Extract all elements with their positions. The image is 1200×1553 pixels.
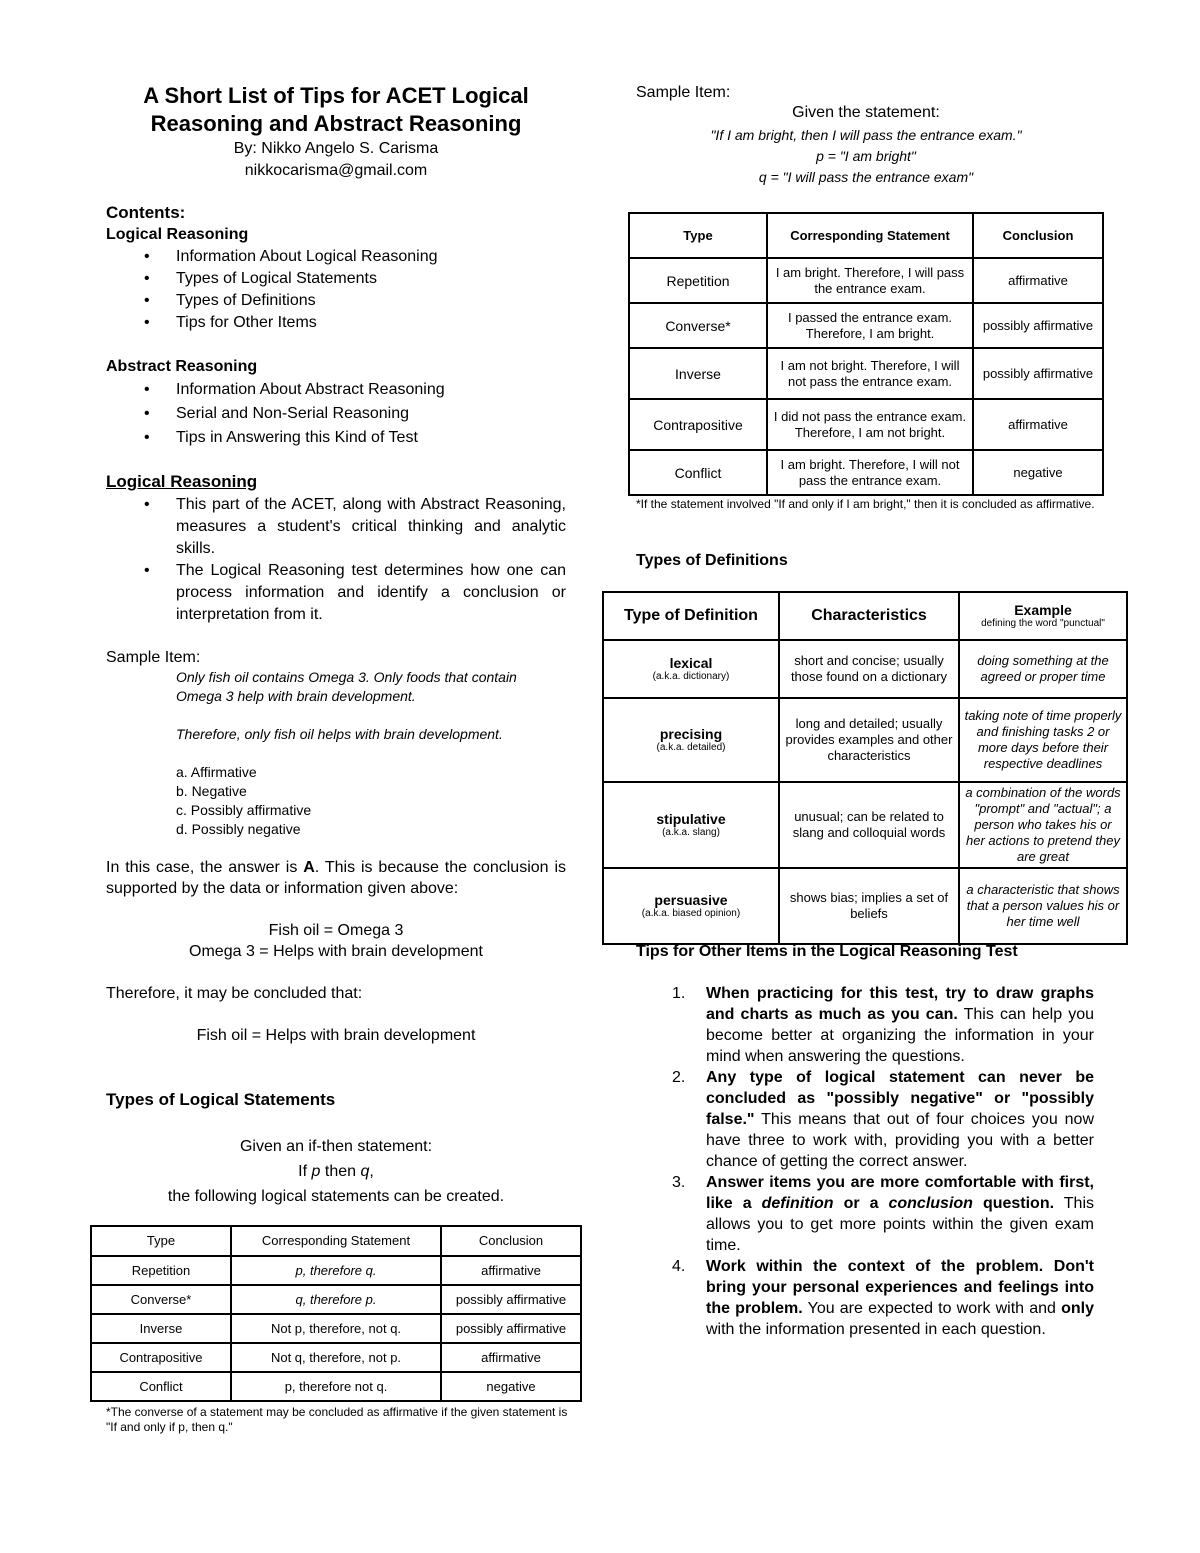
cell-statement: I did not pass the entrance exam. Therefore, I am not bright. (767, 399, 973, 450)
table-row (603, 640, 1127, 698)
table-header-row (603, 592, 1127, 640)
therefore-text: Therefore, it may be concluded that: (106, 985, 363, 1002)
list-item: • This part of the ACET, along with Abstract Reasoning, measures a student's critical thinking and analytic skills. (106, 494, 566, 560)
cell-example: doing something at the agreed or proper time (959, 640, 1127, 698)
cell-characteristics: shows bias; implies a set of beliefs (779, 868, 959, 944)
cell-statement: I am bright. Therefore, I will not pass the entrance exam. (767, 450, 973, 495)
answer-letter: A (303, 859, 315, 876)
tip-number: 4. (672, 1258, 686, 1275)
intro-q: q (360, 1163, 370, 1180)
intro-line-3: the following logical statements can be created. (167, 1188, 505, 1205)
def-aka: (a.k.a. slang) (662, 827, 720, 838)
sample-premise: Only fish oil contains Omega 3. Only foods that contain Omega 3 help with brain development. (176, 669, 517, 704)
th-example-label: Example (1014, 602, 1072, 618)
intro-line-2 (90, 1159, 582, 1184)
th-statement: Corresponding Statement (767, 213, 973, 258)
def-aka: (a.k.a. biased opinion) (641, 908, 741, 919)
document-title (90, 82, 582, 138)
th-conclusion: Conclusion (973, 213, 1103, 258)
intro-if: If (298, 1163, 312, 1180)
list-item: • Tips for Other Items (106, 312, 576, 334)
cell-type: Repetition (629, 258, 767, 303)
table-row (603, 782, 1127, 868)
eq2: Omega 3 = Helps with brain development (189, 943, 483, 960)
statements-table (90, 1225, 582, 1402)
cell-statement: I am bright. Therefore, I will pass the entrance exam. (767, 258, 973, 303)
tip-bold-italic-2: conclusion (888, 1195, 973, 1212)
logical-bullets (106, 494, 566, 626)
th-example (959, 592, 1127, 640)
statements-heading: Types of Logical Statements (106, 1090, 336, 1109)
tips-heading: Tips for Other Items in the Logical Reasoning Test (636, 943, 1018, 960)
table-row (91, 1372, 581, 1401)
cell-example: taking note of time properly and finishing tasks 2 or more days before their respective deadlines (959, 698, 1127, 782)
sample-label: Sample Item: (106, 649, 201, 666)
right-sample-footnote: *If the statement involved "If and only if I am bright," then it is concluded as affirmative. (636, 497, 1095, 511)
cell-statement: p, therefore q. (231, 1256, 441, 1285)
cell-type: Contrapositive (91, 1343, 231, 1372)
choice-c: c. Possibly affirmative (176, 802, 312, 818)
logical-section (106, 471, 566, 1046)
cell-example: a combination of the words "prompt" and "actual"; a person who takes his or her actions to pretend they are great (959, 782, 1127, 868)
cell-type: Converse* (629, 303, 767, 348)
th-statement: Corresponding Statement (231, 1226, 441, 1256)
contents-abstract-heading: Abstract Reasoning (106, 358, 258, 375)
tip-bold: Work within the context of the problem. Don't bring your personal experiences and feelings into the problem. (706, 1258, 1094, 1317)
choice-d: d. Possibly negative (176, 821, 301, 837)
list-item (636, 1256, 1094, 1340)
right-given: Given the statement: (792, 104, 940, 121)
table-row (91, 1314, 581, 1343)
list-item: • Serial and Non-Serial Reasoning (106, 402, 576, 426)
th-example-sub: defining the word "punctual" (981, 618, 1105, 629)
tip-rest-c: with the information presented in each question. (706, 1321, 1046, 1338)
th-type: Type of Definition (603, 592, 779, 640)
statements-section (106, 1089, 576, 1111)
right-sample-table (628, 212, 1104, 496)
statements-footnote: *The converse of a statement may be concluded as affirmative if the given statement is "If and only if p, then q." (106, 1405, 568, 1434)
right-p-def: p = "I am bright" (816, 148, 916, 164)
cell-conclusion: affirmative (973, 258, 1103, 303)
table-row (603, 698, 1127, 782)
intro-line-1: Given an if-then statement: (239, 1138, 433, 1155)
th-type: Type (91, 1226, 231, 1256)
choice-b: b. Negative (176, 783, 247, 799)
cell-conclusion: possibly affirmative (441, 1314, 581, 1343)
cell-example: a characteristic that shows that a person values his or her time well (959, 868, 1127, 944)
sample-item (106, 668, 566, 839)
cell-statement: q, therefore p. (231, 1285, 441, 1314)
contents-section (106, 202, 576, 450)
tip-bold: When practicing for this test, try to draw graphs and charts as much as you can. (706, 985, 1094, 1023)
statements-intro (90, 1134, 582, 1209)
cell-characteristics: short and concise; usually those found on a dictionary (779, 640, 959, 698)
contents-logical-heading: Logical Reasoning (106, 226, 249, 243)
choices (176, 763, 566, 839)
tips-list (636, 983, 1094, 1340)
choice-a: a. Affirmative (176, 764, 257, 780)
answer-pre: In this case, the answer is (106, 859, 304, 876)
list-item: • Information About Logical Reasoning (106, 246, 576, 268)
contents-logical-list (106, 246, 576, 334)
definitions-table (602, 591, 1128, 945)
th-characteristics: Characteristics (779, 592, 959, 640)
cell-type: Conflict (629, 450, 767, 495)
table-header-row (629, 213, 1103, 258)
contents-abstract-list (106, 378, 576, 450)
logical-heading: Logical Reasoning (106, 472, 258, 491)
list-item: • Tips in Answering this Kind of Test (106, 426, 576, 450)
eq1: Fish oil = Omega 3 (268, 922, 404, 939)
cell-type: Contrapositive (629, 399, 767, 450)
def-type: stipulative (656, 811, 726, 827)
cell-conclusion: affirmative (973, 399, 1103, 450)
cell-statement: I am not bright. Therefore, I will not pass the entrance exam. (767, 348, 973, 399)
th-type: Type (629, 213, 767, 258)
cell-conclusion: possibly affirmative (441, 1285, 581, 1314)
cell-type: Conflict (91, 1372, 231, 1401)
def-type: lexical (669, 655, 713, 671)
answer-post: . This is because the conclusion is supported by the data or information given above: (106, 859, 567, 897)
list-item: • Types of Definitions (106, 290, 576, 312)
table-row (603, 868, 1127, 944)
right-sample-label: Sample Item: (636, 84, 731, 101)
cell-type: Repetition (91, 1256, 231, 1285)
contents-heading: Contents: (106, 203, 186, 222)
table-row (629, 450, 1103, 495)
cell-statement: Not q, therefore, not p. (231, 1343, 441, 1372)
cell-statement: I passed the entrance exam. Therefore, I am bright. (767, 303, 973, 348)
def-aka: (a.k.a. dictionary) (652, 671, 730, 682)
intro-then: then (320, 1163, 361, 1180)
list-item: • Types of Logical Statements (106, 268, 576, 290)
byline (90, 138, 582, 182)
cell-conclusion: possibly affirmative (973, 348, 1103, 399)
table-row (629, 348, 1103, 399)
tip-bold-mid: or a (833, 1195, 889, 1212)
definitions-heading: Types of Definitions (636, 552, 788, 569)
tip-bold: Any type of logical statement can never be concluded as "possibly negative" or "possibly false." (706, 1069, 1094, 1128)
cell-statement: p, therefore not q. (231, 1372, 441, 1401)
table-row (629, 399, 1103, 450)
list-item (636, 1172, 1094, 1256)
title-line-2: Reasoning and Abstract Reasoning (150, 111, 522, 136)
def-type: persuasive (654, 892, 728, 908)
author-name: By: Nikko Angelo S. Carisma (233, 140, 439, 157)
list-item (636, 1067, 1094, 1172)
table-row (91, 1256, 581, 1285)
tip-number: 1. (672, 985, 686, 1002)
tip-rest: This can help you become better at organizing the information in your mind when answering the questions. (706, 1006, 1094, 1065)
tip-rest-a: You are expected to work with and (802, 1300, 1062, 1317)
cell-type: Inverse (629, 348, 767, 399)
list-item: • Information About Abstract Reasoning (106, 378, 576, 402)
intro-comma: , (369, 1163, 374, 1180)
cell-type: Converse* (91, 1285, 231, 1314)
right-q-def: q = "I will pass the entrance exam" (758, 169, 974, 185)
cell-conclusion: negative (973, 450, 1103, 495)
intro-p: p (311, 1163, 321, 1180)
cell-type: Inverse (91, 1314, 231, 1343)
tip-rest-bold: only (1061, 1300, 1094, 1317)
cell-conclusion: possibly affirmative (973, 303, 1103, 348)
title-line-1: A Short List of Tips for ACET Logical (143, 83, 529, 108)
cell-characteristics: unusual; can be related to slang and colloquial words (779, 782, 959, 868)
sample-conclusion: Therefore, only fish oil helps with brain development. (176, 726, 503, 742)
cell-conclusion: affirmative (441, 1343, 581, 1372)
cell-statement: Not p, therefore, not q. (231, 1314, 441, 1343)
cell-type (603, 868, 779, 944)
answer-paragraph (106, 857, 566, 899)
table-row (629, 303, 1103, 348)
eq3: Fish oil = Helps with brain development (196, 1027, 476, 1044)
table-row (629, 258, 1103, 303)
def-aka: (a.k.a. detailed) (656, 742, 726, 753)
cell-conclusion: affirmative (441, 1256, 581, 1285)
tip-rest: This allows you to get more points within the given exam time. (706, 1195, 1095, 1254)
tip-number: 2. (672, 1069, 686, 1086)
tip-bold-end: question. (972, 1195, 1055, 1212)
list-item (636, 983, 1094, 1067)
right-statement: "If I am bright, then I will pass the entrance exam." (710, 127, 1022, 143)
table-row (91, 1343, 581, 1372)
th-conclusion: Conclusion (441, 1226, 581, 1256)
cell-type (603, 640, 779, 698)
right-sample-block (628, 102, 1104, 188)
cell-characteristics: long and detailed; usually provides examples and other characteristics (779, 698, 959, 782)
tip-bold-italic-1: definition (761, 1195, 834, 1212)
list-item: • The Logical Reasoning test determines how one can process information and identify a conclusion or interpretation from it. (106, 560, 566, 626)
tip-bold: Answer items you are more comfortable with first, like a (706, 1174, 1094, 1212)
author-email: nikkocarisma@gmail.com (244, 162, 428, 179)
table-header-row (91, 1226, 581, 1256)
cell-type (603, 698, 779, 782)
tip-number: 3. (672, 1174, 686, 1191)
tip-rest: This means that out of four choices you now have three to work with, providing you with a better chance of getting the correct answer. (706, 1111, 1094, 1170)
cell-type (603, 782, 779, 868)
cell-conclusion: negative (441, 1372, 581, 1401)
def-type: precising (659, 726, 723, 742)
table-row (91, 1285, 581, 1314)
